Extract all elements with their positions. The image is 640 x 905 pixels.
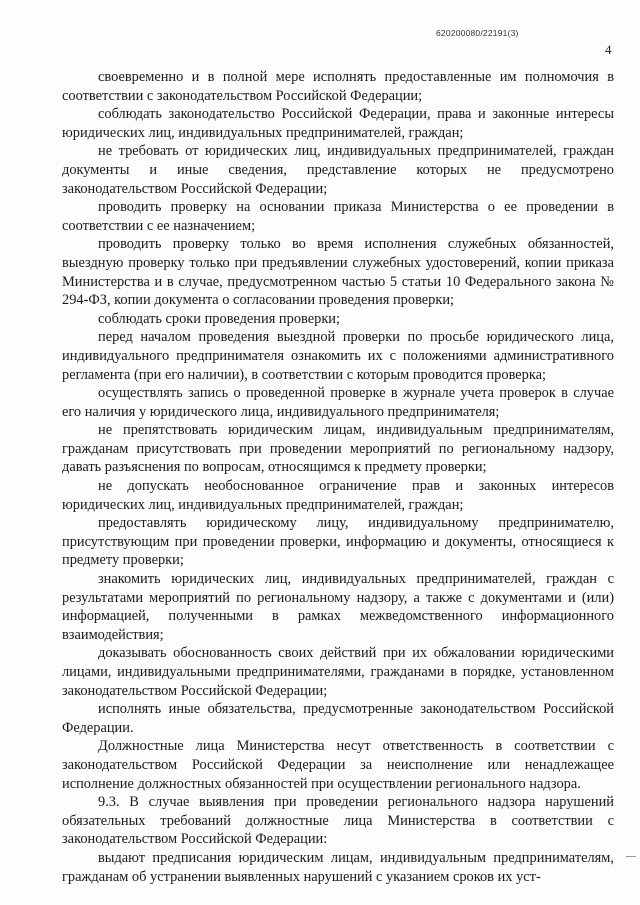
paragraph: не препятствовать юридическим лицам, индивидуальным предпринимателям, гражданам присутствовать при проведении мероприятий по региональному надзору, давать разъяснения по вопросам, относящимся к предмету проверки; bbox=[62, 422, 614, 476]
scan-edge-mark bbox=[626, 856, 636, 857]
paragraph: соблюдать законодательство Российской Федерации, права и законные интересы юридических лиц, индивидуальных предпринимателей, граждан; bbox=[62, 106, 614, 141]
document-body bbox=[62, 68, 614, 886]
paragraph: исполнять иные обязательства, предусмотренные законодательством Российской Федерации. bbox=[62, 701, 614, 736]
paragraph: проводить проверку только во время исполнения служебных обязанностей, выездную проверку только при предъявлении служебных удостоверений, копии приказа Министерства и в случае, предусмотренном частью 5 статьи 10 Федерального закона № 294-ФЗ, копии документа о согласовании проведения проверки; bbox=[62, 236, 614, 309]
paragraph: перед началом проведения выездной проверки по просьбе юридического лица, индивидуального предпринимателя ознакомить их с положениями административного регламента (при его наличии), в соответствии с которым проводится проверка; bbox=[62, 329, 614, 383]
paragraph: не требовать от юридических лиц, индивидуальных предпринимателей, граждан документы и иные сведения, представление которых не предусмотрено законодательством Российской Федерации; bbox=[62, 143, 614, 197]
paragraph: 9.3. В случае выявления при проведении регионального надзора нарушений обязательных требований должностные лица Министерства в соответствии с законодательством Российской Федерации: bbox=[62, 794, 614, 848]
paragraph: соблюдать сроки проведения проверки; bbox=[98, 310, 341, 327]
paragraph: доказывать обоснованность своих действий при их обжаловании юридическими лицами, индивидуальными предпринимателями, гражданами в порядке, установленном законодательством Российской Федерации; bbox=[62, 645, 614, 699]
paragraph: выдают предписания юридическим лицам, индивидуальным предпринимателям, гражданам об устранении выявленных нарушений с указанием сроков их уст- bbox=[62, 849, 614, 885]
paragraph: предоставлять юридическому лицу, индивидуальному предпринимателю, присутствующим при проведении проверки, информацию и документы, относящиеся к предмету проверки; bbox=[62, 515, 614, 569]
paragraph: своевременно и в полной мере исполнять предоставленные им полномочия в соответствии с законодательством Российской Федерации; bbox=[62, 69, 614, 104]
page-number: 4 bbox=[605, 42, 612, 57]
document-id: 620200080/22191(3) bbox=[436, 28, 519, 38]
paragraph: проводить проверку на основании приказа Министерства о ее проведении в соответствии с ее назначением; bbox=[62, 199, 614, 234]
paragraph: не допускать необоснованное ограничение прав и законных интересов юридических лиц, индивидуальных предпринимателей, граждан; bbox=[62, 478, 614, 513]
paragraph: осуществлять запись о проведенной проверке в журнале учета проверок в случае его наличия у юридического лица, индивидуального предпринимателя; bbox=[62, 385, 614, 420]
paragraph: Должностные лица Министерства несут ответственность в соответствии с законодательством Российской Федерации за неисполнение или ненадлежащее исполнение должностных обязанностей при осуществлении регионального надзора. bbox=[62, 738, 614, 792]
paragraph: знакомить юридических лиц, индивидуальных предпринимателей, граждан с результатами мероприятий по региональному надзору, а также с документами и (или) информацией, полученными в рамках межведомственного информационного взаимодействия; bbox=[62, 571, 614, 643]
